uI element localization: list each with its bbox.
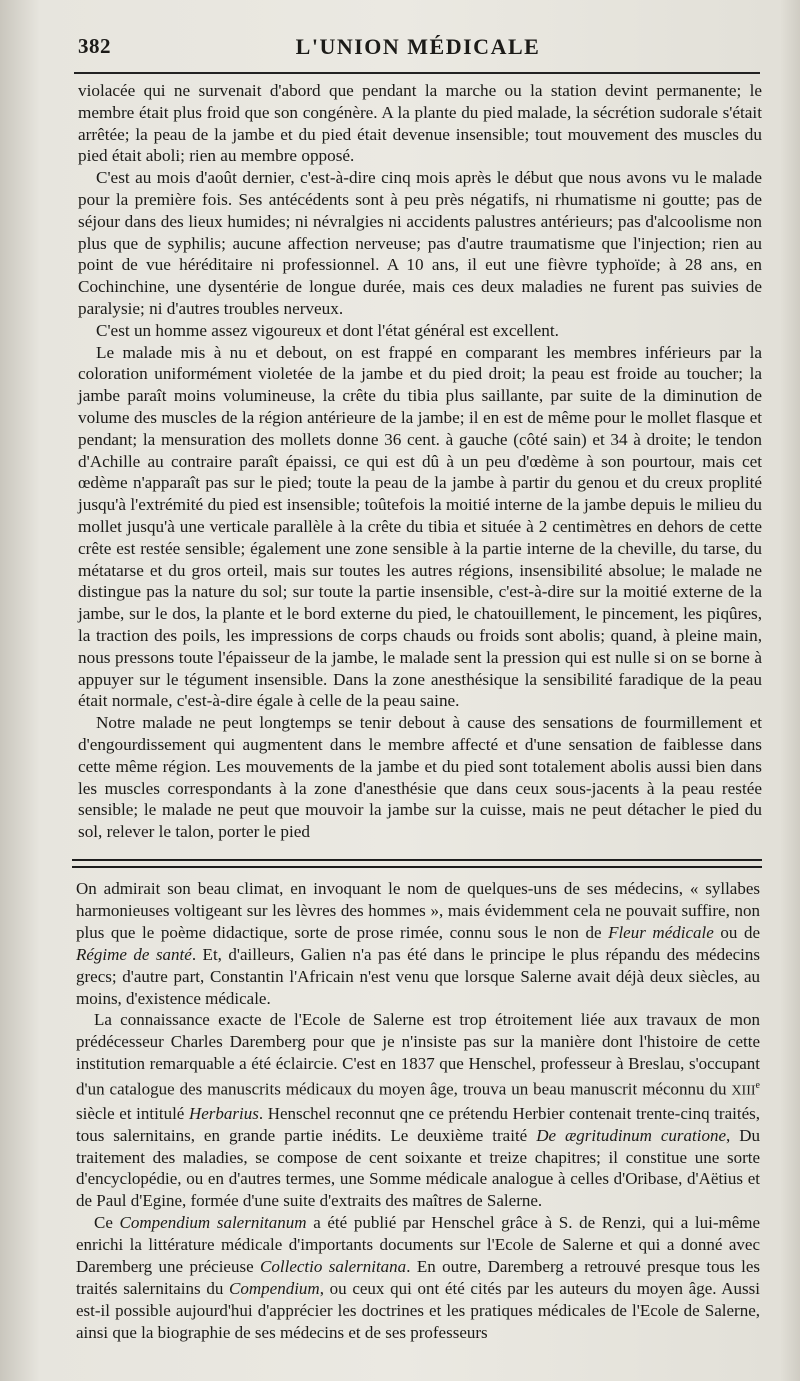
italic-title: Compendium salernitanum (119, 1213, 307, 1233)
text-run: , Du traitement des maladies, se compose de cent soixante et treize chapitres; il constitue une sorte d'encyclopédie, ou en d'autres termes, une Somme médicale analogue à celles d'Oribase, d'Aëtius et de Paul d'Egine, formée d'une suite d'extraits des maîtres de Salerne. (76, 1125, 760, 1211)
italic-title: Herbarius (188, 1103, 259, 1123)
italic-title: Compendium (229, 1278, 320, 1298)
text-run: . Et, d'ailleurs, Galien n'a pas été dans le principe le plus répandu des médecins grecs; d'autre part, Constantin l'Africain n'est venu que lorsque Salerne avait déjà deux siècles, au moins, d'existence médicale. (76, 944, 761, 1008)
text-run: . Henschel reconnut qne ce prétendu Herbier contenait trente-cinq traités, tous salernitains, en grande partie inédits. Le deuxième traité (76, 1103, 760, 1145)
feuilleton-paragraph (76, 1009, 760, 1212)
article-paragraph: Notre malade ne peut longtemps se tenir debout à cause des sensations de fourmillement et d'engourdissement qui augmentent dans le membre affecté et d'une sensation de faiblesse dans cette même région. Les mouvements de la jambe et du pied sont totalement abolis aussi bien dans les muscles correspondants à la zone d'anesthésie que dans ceux sous-jacents à la peau restée sensible; le malade ne peut que mouvoir la jambe sur la cuisse, mais ne peut détacher le pied du sol, relever le talon, porter le pied (78, 713, 762, 842)
text-run: . En outre, Daremberg a retrouvé presque tous les traités salernitains du (76, 1257, 760, 1298)
italic-title: Fleur médicale (608, 922, 714, 942)
text-run: siècle et intitulé (76, 1103, 189, 1123)
text-run: Ce (94, 1213, 120, 1233)
text-run: On admirait son beau climat, en invoquant le nom de quelques-uns de ses médecins, « syllabes harmonieuses voltigeant sur les lèvres des hommes », mais évidemment cela ne pouvait suffire, non plus que le poème didactique, sorte de prose rimée, connu sous le non de (76, 879, 760, 942)
century-numeral: XIII (731, 1083, 756, 1099)
header-rule (74, 72, 760, 74)
article-paragraph: C'est un homme assez vigoureux et dont l'état général est excellent. (96, 320, 559, 340)
article-paragraph: Le malade mis à nu et debout, on est frappé en comparant les membres inférieurs par la coloration uniformément violetée de la jambe et du pied droit; la peau est froide au toucher; la jambe paraît moins volumineuse, la crête du tibia plus saillante, par suite de la diminution de volume des muscles de la région antérieure de la jambe; il en est de même pour le mollet flasque et pendant; la mensuration des mollets donne 36 cent. à gauche (côté sain) et 34 à droite; le tendon d'Achille au contraire paraît épaissi, ce qui est dû à un peu d'œdème à son pourtour, mais cet œdème n'apparaît pas sur le pied; toute la peau de la jambe à partir du genou et du creux proplité jusqu'à l'extrémité du pied est insensible; toûtefois la moitié interne de la jambe depuis le milieu du mollet jusqu'à une verticale parallèle à la crête du tibia et située à 2 centimètres en dehors de cette crête est restée sensible; également une zone sensible à la partie interne de la cheville, du tarse, du métatarse et du gros orteil, mais sur toutes les autres régions, insensibilité absolue; le malade ne distingue pas la nature du sol; sur toute la partie insensible, c'est-à-dire sur la moitié externe de la jambe, sur le dos, la plante et le bord externe du pied, le chatouillement, le pincement, les piqûres, la traction des poils, les impressions de corps chauds ou froids sont abolis; quand, à pleine main, nous pressons toute l'épaisseur de la jambe, le malade sent la pression qui est nulle si on se borne à appuyer sur le tégument insensible. Dans la zone anesthésique la sensibilité faradique de la peau était normale, c'est-à-dire égale à celle de la peau saine. (78, 342, 762, 711)
feuilleton-separator-top (72, 859, 762, 861)
feuilleton-paragraph (76, 1212, 760, 1343)
text-run: La connaissance exacte de l'Ecole de Salerne est trop étroitement liée aux travaux de mon prédécesseur Charles Daremberg pour que je n'insiste pas sur la manière dont l'histoire de cette institution remarquable a été éclaircie. C'est en 1837 que Henschel, professeur à Breslau, s'occupant d'un catalogue des manuscrits médicaux du moyen âge, trouva un beau manuscrit méconnu du (76, 1010, 760, 1099)
text-run: a été publié par Henschel grâce à S. de Renzi, qui a lui-même enrichi la littérature médicale d'importants documents sur l'Ecole de Salerne et qui a donné avec Daremberg une précieuse (76, 1213, 761, 1277)
italic-title: Collectio salernitana (260, 1257, 407, 1277)
journal-title: L'UNION MÉDICALE (295, 34, 541, 59)
feuilleton-body (76, 878, 760, 1344)
article-paragraph: C'est au mois d'août dernier, c'est-à-dire cinq mois après le début que nous avons vu le malade pour la première fois. Ses antécédents sont à peu près négatifs, ni rhumatisme ni goutte; pas de séjour dans des lieux humides; ni névralgies ni accidents palustres antérieurs; pas d'alcoolisme non plus que de syphilis; aucune affection nerveuse; pas d'autre traumatisme que l'injection; rien au point de vue héréditaire ni professionnel. A 10 ans, il eut une fièvre typhoïde; à 28 ans, en Cochinchine, une dysentérie de longue durée, mais ces deux maladies ne furent pas suivies de paralysie; ni d'autres troubles nerveux. (78, 168, 762, 318)
feuilleton-paragraph (76, 878, 760, 1009)
feuilleton-separator-bottom (72, 866, 762, 868)
article-body (78, 80, 762, 843)
century-superscript: e (755, 1080, 760, 1092)
italic-title: De ægritudinum curatione (536, 1125, 726, 1145)
article-paragraph: violacée qui ne survenait d'abord que pendant la marche ou la station devint permanente; le membre était plus froid que son congénère. A la plante du pied malade, la sécrétion sudorale s'était arrêtée; la peau de la jambe et du pied était devenue insensible; tout mouvement des muscles du pied était aboli; rien au membre opposé. (78, 81, 762, 166)
page-number: 382 (78, 34, 111, 58)
italic-title: Régime de santé (76, 944, 192, 964)
page-header (78, 30, 758, 66)
text-run: ou de (713, 922, 760, 942)
text-run: , ou ceux qui ont été cités par les auteurs du moyen âge. Aussi est-il possible aujourd'hui d'apprécier les doctrines et les pratiques médicales de l'Ecole de Salerne, ainsi que la biographie de ses médecins et de ses professeurs (76, 1278, 760, 1342)
